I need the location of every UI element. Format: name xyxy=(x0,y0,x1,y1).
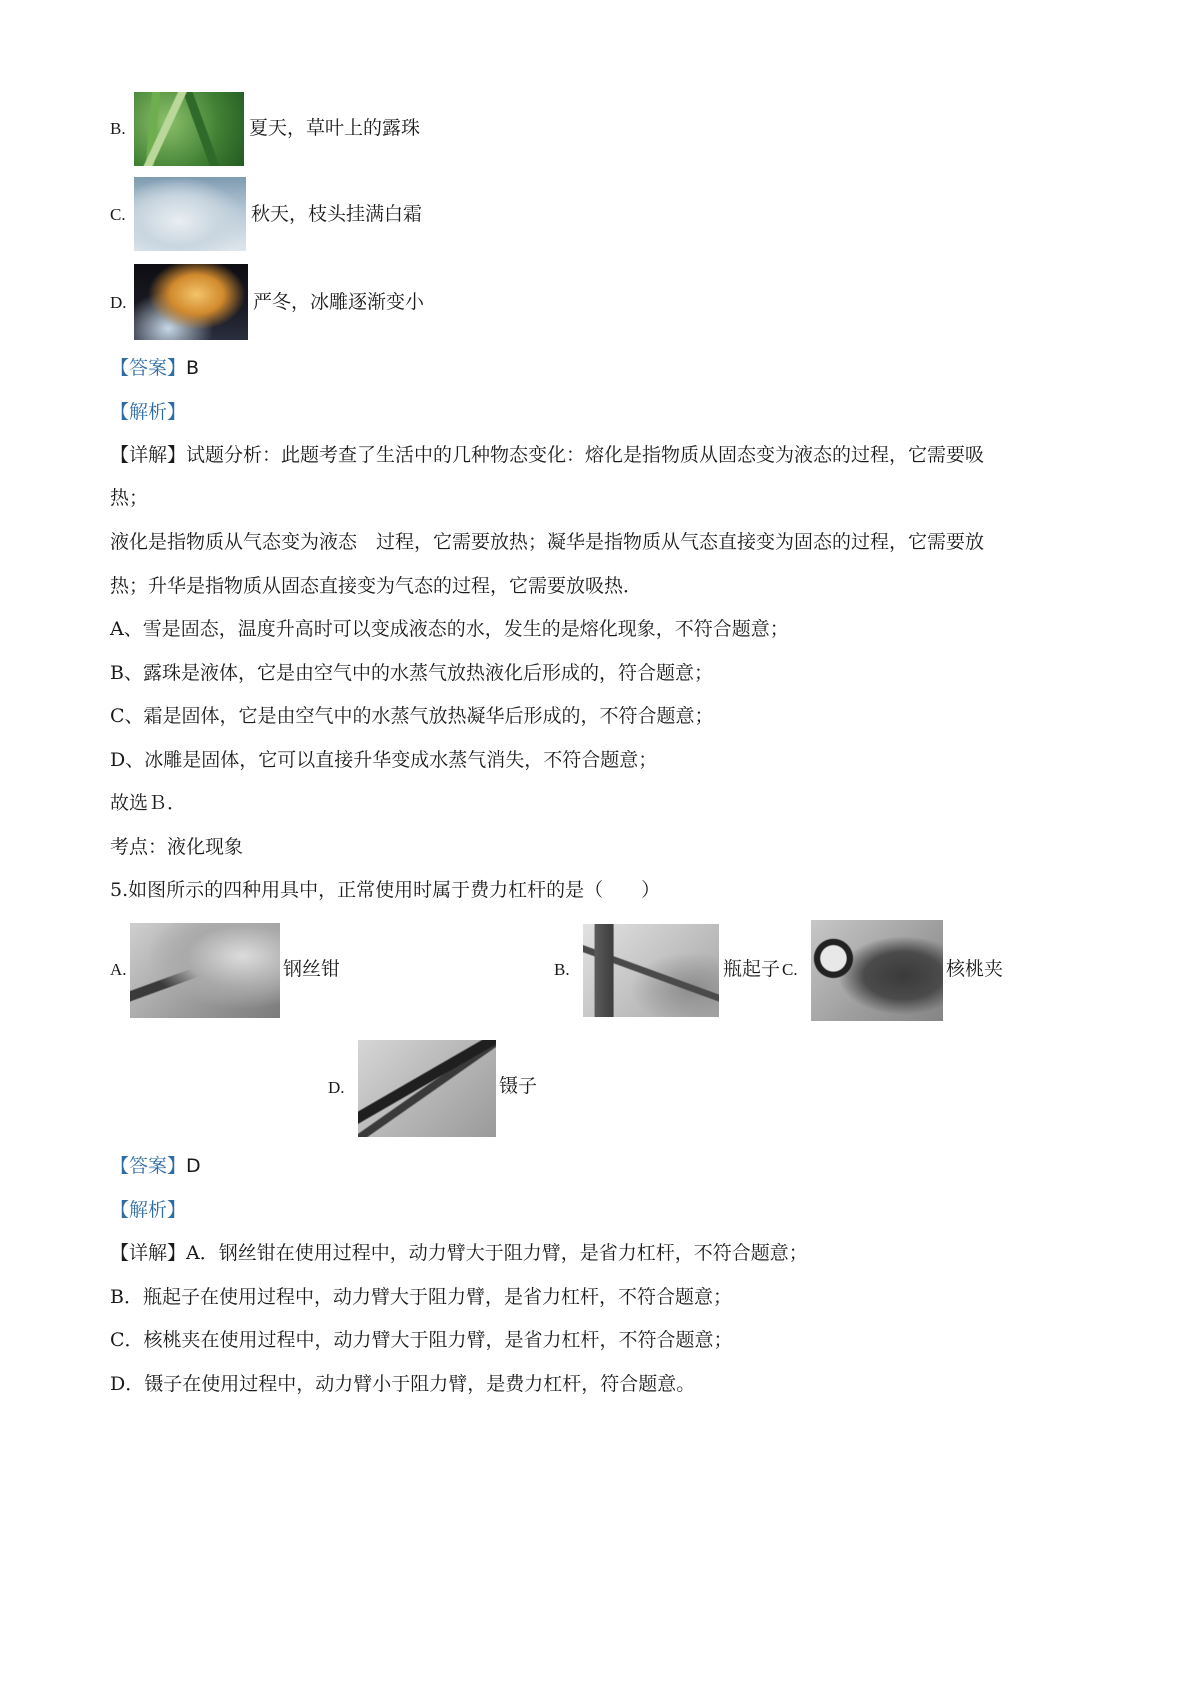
ice-sculpture-photo xyxy=(134,264,248,340)
answer-line xyxy=(110,1153,201,1179)
detail-line: D．镊子在使用过程中，动力臂小于阻力臂，是费力杠杆，符合题意。 xyxy=(110,1373,696,1395)
option-text: 钢丝钳 xyxy=(283,958,341,980)
detail-tag: 【详解】 xyxy=(110,444,187,466)
analysis-tag: 【解析】 xyxy=(110,401,187,423)
answer-tag: 【答案】 xyxy=(110,357,187,379)
detail-line xyxy=(110,1240,808,1266)
detail-line: C．核桃夹在使用过程中，动力臂大于阻力臂，是省力杠杆，不符合题意； xyxy=(110,1329,733,1351)
pliers-photo xyxy=(130,923,280,1018)
bottle-opener-photo xyxy=(583,924,719,1017)
dew-on-grass-photo xyxy=(134,92,244,166)
option-text: 瓶起子 xyxy=(723,958,781,980)
answer-value: B xyxy=(186,357,200,379)
option-letter: B. xyxy=(554,960,570,979)
answer-tag: 【答案】 xyxy=(110,1155,187,1177)
detail-line: 故选Ｂ． xyxy=(110,792,187,814)
option-text: 夏天，草叶上的露珠 xyxy=(249,117,421,139)
detail-line: C、霜是固体，它是由空气中的水蒸气放热凝华后形成的，不符合题意； xyxy=(110,705,714,727)
option-letter: D. xyxy=(328,1078,345,1097)
detail-line: 热； xyxy=(110,487,149,509)
detail-line: A、雪是固态，温度升高时可以变成液态的水，发生的是熔化现象，不符合题意； xyxy=(110,618,789,640)
answer-line xyxy=(110,355,199,381)
detail-line: B．瓶起子在使用过程中，动力臂大于阻力臂，是省力杠杆，不符合题意； xyxy=(110,1286,732,1308)
analysis-tag: 【解析】 xyxy=(110,1199,187,1221)
detail-tag: 【详解】 xyxy=(110,1242,187,1264)
option-letter: A. xyxy=(110,960,127,979)
option-letter: C. xyxy=(110,205,126,224)
option-letter: D. xyxy=(110,293,127,312)
option-letter: B. xyxy=(110,119,126,138)
detail-text: A．钢丝钳在使用过程中，动力臂大于阻力臂，是省力杠杆，不符合题意； xyxy=(186,1242,808,1264)
answer-value: D xyxy=(186,1155,201,1177)
detail-line: 热；升华是指物质从固态直接变为气态的过程，它需要放吸热． xyxy=(110,575,643,597)
option-text: 秋天，枝头挂满白霜 xyxy=(251,203,423,225)
option-text: 核桃夹 xyxy=(946,958,1004,980)
nutcracker-photo xyxy=(811,920,943,1021)
frost-on-branches-photo xyxy=(134,177,246,251)
detail-line: 考点：液化现象 xyxy=(110,836,244,858)
detail-line xyxy=(110,442,984,468)
question-5-text: 5.如图所示的四种用具中，正常使用时属于费力杠杆的是（ ） xyxy=(110,879,661,901)
option-text: 严冬，冰雕逐渐变小 xyxy=(253,291,425,313)
option-letter: C. xyxy=(782,960,798,979)
tweezers-photo xyxy=(358,1040,496,1137)
detail-line: D、冰雕是固体，它可以直接升华变成水蒸气消失，不符合题意； xyxy=(110,749,658,771)
detail-line: 液化是指物质从气态变为液态 过程，它需要放热；凝华是指物质从气态直接变为固态的过程，它需要放 xyxy=(110,531,985,553)
option-text: 镊子 xyxy=(499,1075,538,1097)
detail-line: B、露珠是液体，它是由空气中的水蒸气放热液化后形成的，符合题意； xyxy=(110,662,713,684)
detail-text: 试题分析：此题考查了生活中的几种物态变化：熔化是指物质从固态变为液态的过程，它需要吸 xyxy=(186,444,985,466)
